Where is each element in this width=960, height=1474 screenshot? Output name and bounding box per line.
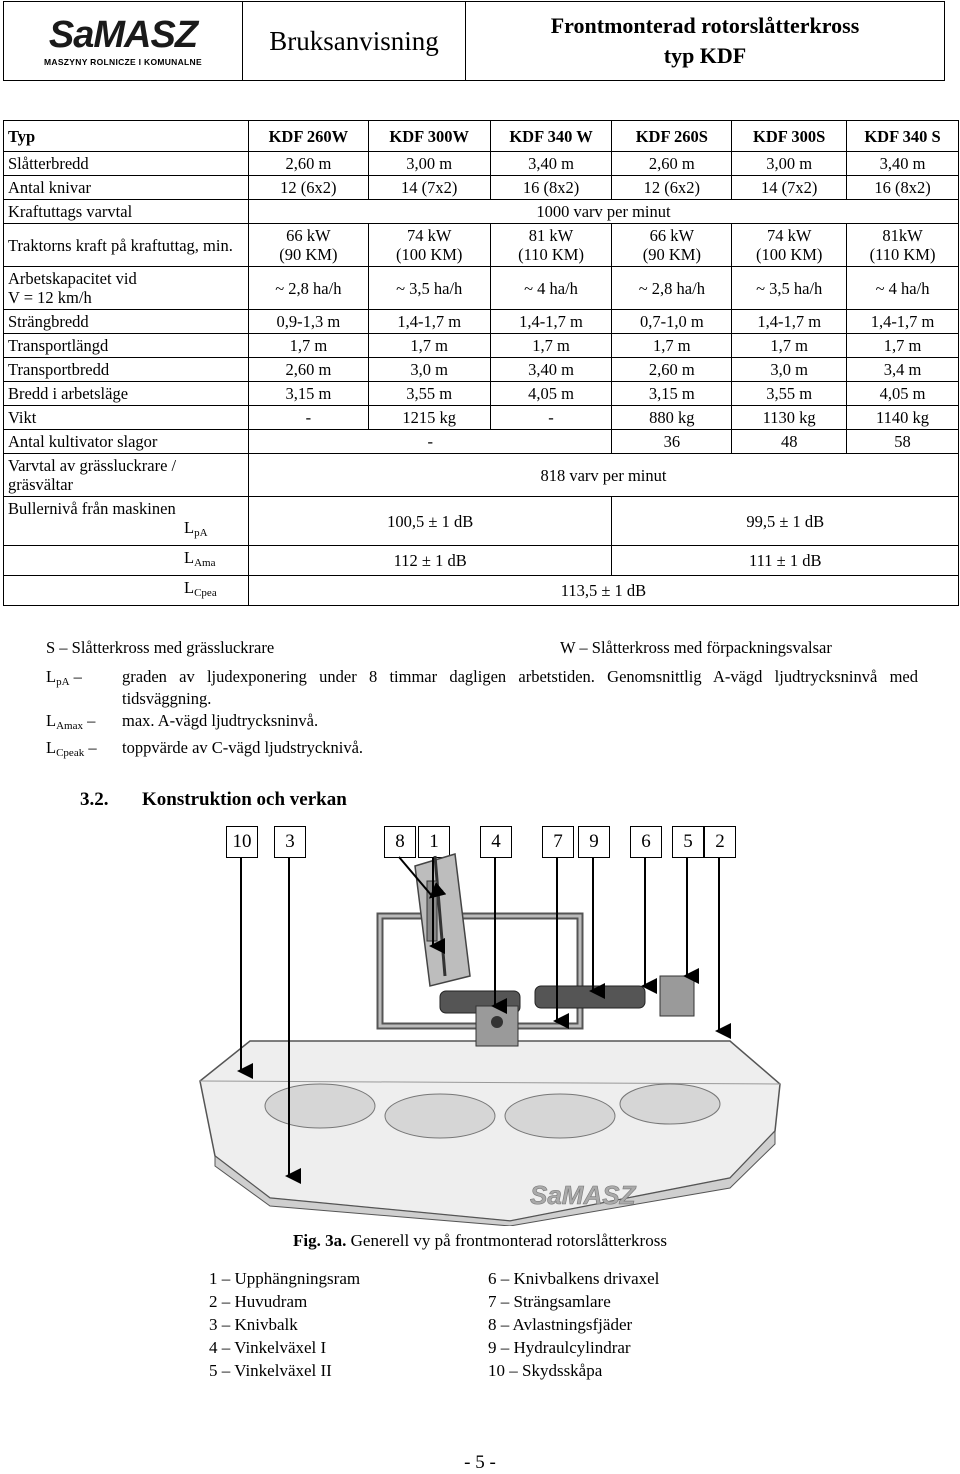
callout-box: 1 (418, 826, 450, 858)
list-item (46, 666, 918, 710)
def-text: max. A-vägd ljudtrycksninvå. (122, 711, 319, 730)
table-cell: 1,7 m (248, 334, 368, 358)
def-term: LpA – (46, 667, 82, 688)
power-km: (100 KM) (755, 245, 823, 264)
technical-specs-table (3, 120, 959, 606)
table-cell (847, 224, 959, 267)
table-cell: 1,4-1,7 m (490, 310, 612, 334)
table-cell: 3,40 m (490, 152, 612, 176)
power-kw: 66 kW (649, 226, 695, 245)
lama-label: LAma (184, 548, 216, 569)
table-cell: 3,15 m (612, 382, 732, 406)
table-cell: KDF 260W (248, 121, 368, 152)
table-row (4, 152, 959, 176)
table-cell: 1,4-1,7 m (847, 310, 959, 334)
section-title: Konstruktion och verkan (142, 789, 347, 810)
power-km: (100 KM) (395, 245, 463, 264)
table-row (4, 406, 959, 430)
power-km: (110 KM) (869, 245, 936, 264)
legend-s: S – Slåtterkross med grässluckrare (46, 638, 275, 657)
table-row (4, 176, 959, 200)
lcpea-label: LCpea (184, 578, 217, 599)
table-cell: 0,9-1,3 m (248, 310, 368, 334)
table-row (4, 430, 959, 454)
table-cell: 100,5 ± 1 dB (248, 497, 612, 546)
table-cell: 16 (8x2) (847, 176, 959, 200)
table-row (4, 224, 959, 267)
table-cell: 2,60 m (612, 152, 732, 176)
list-item: 1 – Upphängningsram (209, 1269, 361, 1288)
table-cell (490, 224, 612, 267)
table-cell: KDF 300S (732, 121, 847, 152)
table-cell: 1140 kg (847, 406, 959, 430)
table-cell: 3,15 m (248, 382, 368, 406)
table-cell: 1130 kg (732, 406, 847, 430)
table-cell: - (248, 430, 612, 454)
table-cell: Antal kultivator slagor (4, 430, 249, 454)
parts-list-left (209, 1267, 360, 1382)
table-row (4, 546, 959, 576)
table-row (4, 310, 959, 334)
section-number: 3.2. (80, 789, 109, 810)
table-cell: 3,0 m (732, 358, 847, 382)
table-cell: Strängbredd (4, 310, 249, 334)
power-kw: 66 kW (286, 226, 331, 245)
machine-diagram (190, 826, 790, 1226)
table-cell: 3,55 m (368, 382, 490, 406)
callout-box: 2 (704, 826, 736, 858)
table-cell: 818 varv per minut (248, 454, 958, 497)
list-item: 3 – Knivbalk (209, 1315, 298, 1334)
page-number: - 5 - (464, 1452, 496, 1473)
table-cell: 3,00 m (732, 152, 847, 176)
logo-tagline: MASZYNY ROLNICZE I KOMUNALNE (44, 57, 202, 67)
callout-box: 3 (274, 826, 306, 858)
table-cell: 2,60 m (612, 358, 732, 382)
table-cell: 14 (7x2) (368, 176, 490, 200)
page-header (3, 1, 945, 81)
noise-label: Bullernivå från maskinen (8, 499, 176, 518)
table-cell (4, 576, 249, 606)
table-cell: 1,7 m (490, 334, 612, 358)
table-row (4, 358, 959, 382)
table-cell: 16 (8x2) (490, 176, 612, 200)
list-item: 5 – Vinkelväxel II (209, 1361, 332, 1380)
grass-label-2: gräsvältar (8, 475, 74, 494)
grass-label: Varvtal av grässluckrare / (8, 456, 177, 475)
table-row (4, 334, 959, 358)
table-cell: 1,7 m (847, 334, 959, 358)
table-cell: 3,40 m (490, 358, 612, 382)
callout-box: 9 (578, 826, 610, 858)
power-kw: 74 kW (766, 226, 812, 245)
power-kw: 81 kW (528, 226, 574, 245)
table-cell: Bredd i arbetsläge (4, 382, 249, 406)
table-cell: 12 (6x2) (248, 176, 368, 200)
list-item (46, 737, 918, 764)
table-cell: ~ 2,8 ha/h (612, 267, 732, 310)
table-cell: 111 ± 1 dB (612, 546, 959, 576)
list-item: 8 – Avlastningsfjäder (488, 1315, 633, 1334)
table-cell: 1,7 m (368, 334, 490, 358)
callout-box: 4 (480, 826, 512, 858)
table-cell: 12 (6x2) (612, 176, 732, 200)
table-cell: KDF 300W (368, 121, 490, 152)
table-cell: Typ (4, 121, 249, 152)
table-row (4, 267, 959, 310)
table-cell: 112 ± 1 dB (248, 546, 612, 576)
table-cell (4, 497, 249, 546)
table-cell: 1215 kg (368, 406, 490, 430)
def-text: toppvärde av C-vägd ljudstrycknivå. (122, 738, 364, 757)
table-cell (368, 224, 490, 267)
table-cell: KDF 260S (612, 121, 732, 152)
table-cell: 2,60 m (248, 358, 368, 382)
document-title (466, 2, 944, 80)
table-cell (4, 454, 249, 497)
table-cell: 880 kg (612, 406, 732, 430)
brand-logo (4, 2, 243, 80)
callout-box: 6 (630, 826, 662, 858)
table-cell (732, 224, 847, 267)
table-cell (248, 224, 368, 267)
power-kw: 81kW (882, 226, 923, 245)
table-cell: 1,4-1,7 m (368, 310, 490, 334)
table-cell: 48 (732, 430, 847, 454)
table-cell: KDF 340 S (847, 121, 959, 152)
table-cell: Transportbredd (4, 358, 249, 382)
table-cell: 113,5 ± 1 dB (248, 576, 958, 606)
callout-box: 10 (226, 826, 258, 858)
title-line-1: Frontmonterad rotorslåtterkross (550, 13, 860, 38)
table-cell: 3,4 m (847, 358, 959, 382)
table-cell (4, 546, 249, 576)
parts-list-right (488, 1267, 659, 1382)
mower-illustration (190, 826, 790, 1226)
guard-logo: SaMASZ (530, 1180, 636, 1210)
table-cell: Transportlängd (4, 334, 249, 358)
logo-wordmark: SaMASZ (48, 14, 198, 56)
table-cell: 3,55 m (732, 382, 847, 406)
table-cell: 3,0 m (368, 358, 490, 382)
noise-definitions (46, 666, 918, 764)
table-cell: Traktorns kraft på kraftuttag, min. (4, 224, 249, 267)
document-type: Bruksanvisning (243, 2, 466, 80)
table-cell: Antal knivar (4, 176, 249, 200)
caption-text: Generell vy på frontmonterad rotorslåtterkross (346, 1231, 667, 1250)
table-header-row (4, 121, 959, 152)
def-text: graden av ljudexponering under 8 timmar dagligen arbetstiden. Genomsnittlig A-vägd ljudtrycksninvå med tidsväggning. (122, 667, 918, 708)
table-cell: 4,05 m (490, 382, 612, 406)
table-row (4, 497, 959, 546)
table-cell: Vikt (4, 406, 249, 430)
table-cell: 4,05 m (847, 382, 959, 406)
table-cell: 58 (847, 430, 959, 454)
table-row (4, 382, 959, 406)
def-term: LCpeak – (46, 738, 97, 759)
table-cell: 36 (612, 430, 732, 454)
list-item: 10 – Skydsskåpa (488, 1361, 603, 1380)
list-item: 6 – Knivbalkens drivaxel (488, 1269, 660, 1288)
table-cell: ~ 2,8 ha/h (248, 267, 368, 310)
capacity-speed: V = 12 km/h (8, 288, 92, 307)
table-cell: ~ 3,5 ha/h (368, 267, 490, 310)
table-cell: Slåtterbredd (4, 152, 249, 176)
table-cell (612, 224, 732, 267)
table-cell: 3,00 m (368, 152, 490, 176)
title-line-2: typ KDF (663, 43, 747, 68)
table-cell: - (490, 406, 612, 430)
figure-caption (0, 1231, 960, 1251)
table-row (4, 454, 959, 497)
power-km: (90 KM) (279, 245, 338, 264)
table-cell: 1,4-1,7 m (732, 310, 847, 334)
capacity-label: Arbetskapacitet vid (8, 269, 137, 288)
table-cell (4, 267, 249, 310)
callout-box: 8 (384, 826, 416, 858)
table-cell: ~ 4 ha/h (847, 267, 959, 310)
power-km: (110 KM) (518, 245, 584, 264)
list-item: 4 – Vinkelväxel I (209, 1338, 327, 1357)
table-cell: 1,7 m (732, 334, 847, 358)
callout-box: 7 (542, 826, 574, 858)
lpa-label: LpA (184, 518, 208, 539)
table-row (4, 576, 959, 606)
table-cell: ~ 4 ha/h (490, 267, 612, 310)
table-cell: 2,60 m (248, 152, 368, 176)
table-cell: - (248, 406, 368, 430)
table-cell: 1,7 m (612, 334, 732, 358)
table-cell: Kraftuttags varvtal (4, 200, 249, 224)
def-term: LAmax – (46, 711, 96, 732)
list-item: 2 – Huvudram (209, 1292, 308, 1311)
list-item: 9 – Hydraulcylindrar (488, 1338, 631, 1357)
caption-label: Fig. 3a. (293, 1231, 347, 1250)
power-kw: 74 kW (406, 226, 452, 245)
table-cell: 14 (7x2) (732, 176, 847, 200)
table-row (4, 200, 959, 224)
callout-box: 5 (672, 826, 704, 858)
list-item (46, 710, 918, 737)
table-cell: 99,5 ± 1 dB (612, 497, 959, 546)
section-heading (80, 789, 347, 811)
table-cell: 3,40 m (847, 152, 959, 176)
table-cell: 0,7-1,0 m (612, 310, 732, 334)
power-km: (90 KM) (642, 245, 701, 264)
table-cell: KDF 340 W (490, 121, 612, 152)
table-cell: 1000 varv per minut (248, 200, 958, 224)
list-item: 7 – Strängsamlare (488, 1292, 611, 1311)
legend-w: W – Slåtterkross med förpackningsvalsar (560, 638, 832, 657)
table-cell: ~ 3,5 ha/h (732, 267, 847, 310)
